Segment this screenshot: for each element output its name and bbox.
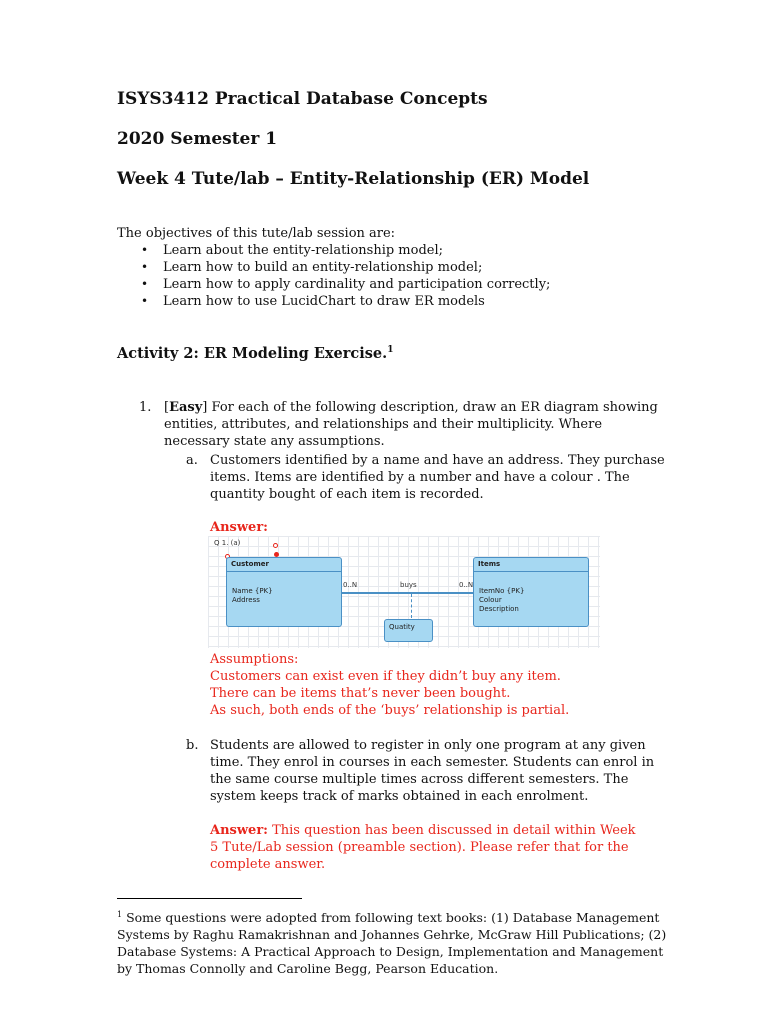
relationship-line (341, 592, 473, 594)
objective-item: • Learn how to apply cardinality and participation correctly; (141, 276, 550, 293)
multiplicity-left: 0..N (343, 581, 358, 589)
question-text: [Easy] For each of the following description, draw an ER diagram showing entities, attributes, and relationships and their multiplicity. Where necessary state any assumptions. (164, 400, 658, 449)
assumptions-line: Customers can exist even if they didn’t buy any item. (210, 669, 561, 684)
objectives-list (141, 242, 550, 310)
footnote-divider (117, 898, 302, 899)
assumptions-line: Assumptions: (210, 652, 299, 667)
relationship-attribute-connector (411, 594, 412, 618)
entity-attribute: Colour (479, 596, 502, 604)
objective-item: • Learn how to build an entity-relationship model; (141, 259, 550, 276)
assumptions-line: There can be items that’s never been bought. (210, 686, 511, 701)
part-b-answer (210, 822, 640, 873)
entity-customer-name: Customer (227, 558, 341, 572)
entity-attribute: Name {PK} (232, 587, 273, 595)
activity-heading (117, 345, 393, 362)
question-number: 1. (139, 400, 152, 415)
activity-title: Activity 2: ER Modeling Exercise. (117, 345, 388, 362)
diagram-label: Q 1. (a) (214, 539, 241, 547)
objectives-intro: The objectives of this tute/lab session are: (117, 226, 396, 241)
assumptions-block (210, 651, 610, 719)
footnote (117, 906, 677, 977)
part-a-answer-label: Answer: (210, 520, 268, 535)
entity-attribute: Description (479, 605, 519, 613)
entity-items[interactable] (473, 557, 589, 627)
week-title: Week 4 Tute/lab – Entity-Relationship (ER) Model (117, 169, 590, 189)
semester-title: 2020 Semester 1 (117, 129, 278, 149)
relationship-attribute-label: Quatity (389, 623, 415, 631)
relationship-name: buys (400, 581, 417, 589)
objective-item: • Learn how to use LucidChart to draw ER models (141, 293, 550, 310)
footnote-text: Some questions were adopted from following text books: (1) Database Management Systems by Raghu Ramakrishnan and Johannes Gehrke, McGraw Hill Publications; (2) Database Systems: A Practical Approach to Design, Implementation and Management by Thomas Connolly and Caroline Begg, Pearson Education. (117, 910, 667, 977)
part-a-label: a. (186, 453, 198, 468)
footnote-reference[interactable]: 1 (387, 345, 394, 356)
assumptions-line: As such, both ends of the ‘buys’ relationship is partial. (210, 703, 570, 718)
entity-attribute: ItemNo {PK} (479, 587, 525, 595)
er-diagram (208, 536, 600, 648)
course-title: ISYS3412 Practical Database Concepts (117, 89, 488, 109)
question-body: For each of the following description, draw an ER diagram showing entities, attributes, and relationships and their multiplicity. Where necessary state any assumptions. (164, 400, 658, 449)
part-b-answer-label: Answer: (210, 823, 268, 838)
selection-handle-icon (273, 543, 278, 548)
entity-items-name: Items (474, 558, 588, 572)
multiplicity-right: 0..N (459, 581, 474, 589)
part-b-text: Students are allowed to register in only one program at any given time. They enrol in courses in each semester. Students can enrol in the same course multiple times across different semesters. The system keeps track of marks obtained in each enrolment. (210, 738, 655, 804)
objective-item: • Learn about the entity-relationship model; (141, 242, 550, 259)
part-a-text: Customers identified by a name and have an address. They purchase items. Items are identified by a number and have a colour . The quantity bought of each item is recorded. (210, 453, 665, 502)
entity-customer[interactable] (226, 557, 342, 627)
entity-customer-attributes (227, 572, 341, 605)
entity-items-attributes (474, 572, 588, 614)
relationship-attribute-box[interactable] (384, 619, 433, 642)
part-b-label: b. (186, 738, 199, 753)
part-b-answer-text: This question has been discussed in detail within Week 5 Tute/Lab session (preamble section). Please refer that for the complete answer. (210, 823, 636, 872)
difficulty-label: Easy (169, 400, 203, 415)
footnote-mark: 1 (117, 910, 123, 919)
entity-attribute: Address (232, 596, 260, 604)
